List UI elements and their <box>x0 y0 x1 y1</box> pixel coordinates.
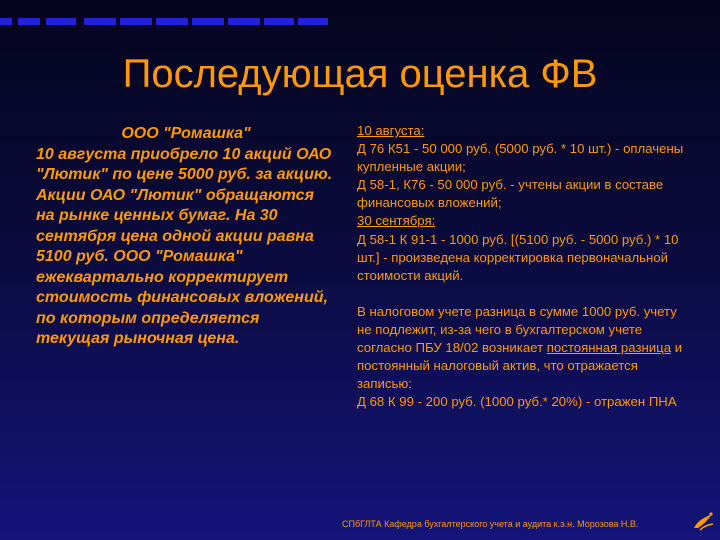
entry-payment: Д 76 К51 - 50 000 руб. (5000 руб. * 10 шт.) - оплачены купленные акции; <box>357 141 684 175</box>
entry-adjustment: Д 58-1 К 91-1 - 1000 руб. [(5100 руб. - 5000 руб.) * 10 шт.] - произведена корректировка первоначальной стоимости акций. <box>357 231 679 283</box>
problem-text: 10 августа приобрело 10 акций ОАО "Лютик" по цене 5000 руб. за акцию. Акции ОАО "Лютик" обращаются на рынке ценных бумаг. На 30 сентября цена одной акции равна 5100 руб. ООО "Ромашка" ежеквартально корректирует стоимость финансовых вложений, по которым определяется текущая рыночная цена. <box>36 145 333 347</box>
tax-note: В налоговом учете разница в сумме 1000 руб. учету не подлежит, из-за чего в бухгалтерском учете согласно ПБУ 18/02 возникает постоянная разница и постоянный налоговый актив, что отражается записью: <box>357 303 683 392</box>
entry-recognition: Д 58-1, К76 - 50 000 руб. - учтены акции в составе финансовых вложений; <box>357 177 664 211</box>
date-august: 10 августа: <box>357 123 425 138</box>
permanent-difference-term: постоянная разница <box>546 340 672 356</box>
problem-statement <box>36 124 336 350</box>
date-september: 30 сентября: <box>357 213 436 229</box>
footer-credit: СПбГЛТА Кафедра бухгалтерского учета и аудита к.э.н. Морозова Н.В. <box>342 519 639 529</box>
solution-entries <box>357 122 692 411</box>
decorative-top-bar <box>0 18 330 26</box>
slide-title: Последующая оценка ФВ <box>122 52 598 96</box>
bird-logo-icon <box>690 508 716 534</box>
entry-pna: Д 68 К 99 - 200 руб. (1000 руб.* 20%) - отражен ПНА <box>357 394 677 410</box>
company-name: ООО "Ромашка" <box>121 125 251 142</box>
